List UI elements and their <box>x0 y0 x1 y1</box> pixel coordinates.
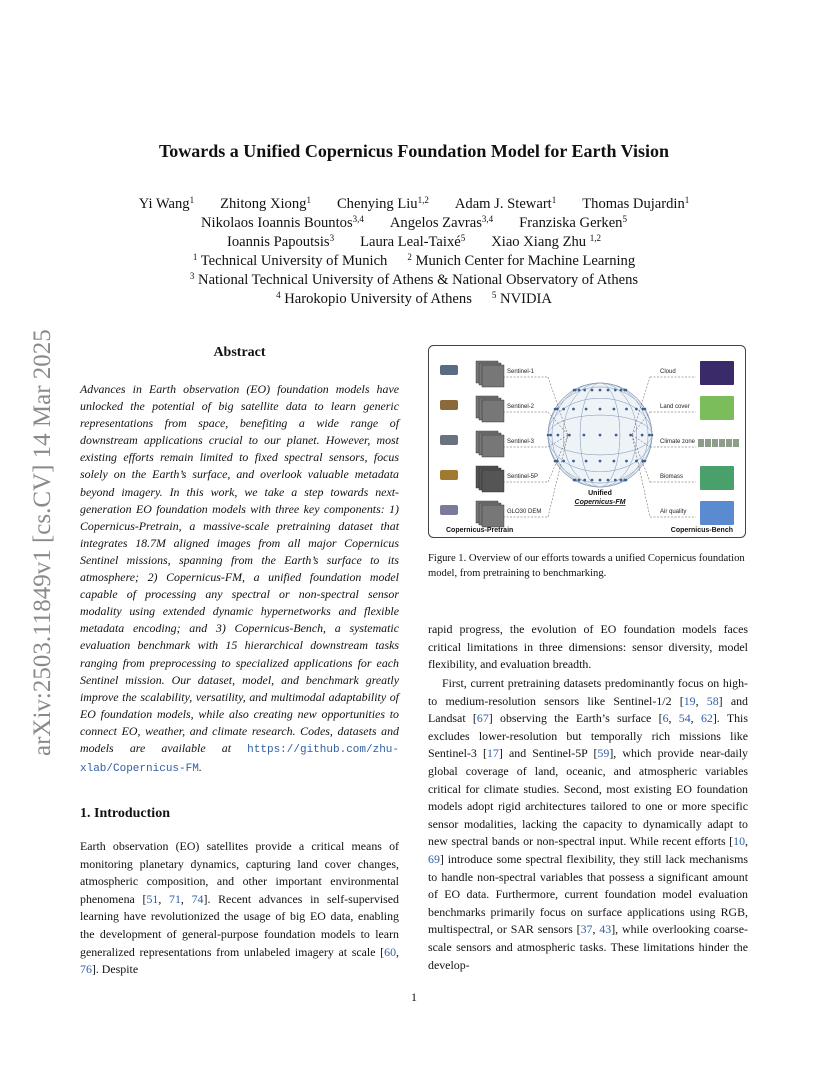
affiliation-name: NVIDIA <box>496 291 552 307</box>
paragraph-text: , <box>396 944 399 959</box>
affiliation-name: Technical University of Munich <box>197 253 388 269</box>
output-label: Cloud <box>660 369 676 375</box>
affiliation-1 <box>407 253 635 269</box>
affiliation-0 <box>276 291 472 307</box>
citation-link[interactable]: 74 <box>191 891 204 906</box>
image-stack-icon <box>482 505 504 527</box>
satellite-icon <box>440 470 458 480</box>
input-label: Sentinel-3 <box>507 439 535 445</box>
authors-row-1 <box>80 196 748 213</box>
citation-link[interactable]: 60 <box>384 944 397 959</box>
affiliation-name: Munich Center for Machine Learning <box>411 253 636 269</box>
climate-zone-thumbnail <box>719 439 725 447</box>
authors-row-2 <box>80 215 748 232</box>
author-name: Thomas Dujardin <box>582 196 685 212</box>
affiliation-0 <box>190 272 638 288</box>
citation-link[interactable]: 62 <box>700 711 713 726</box>
paragraph-text: , <box>668 711 679 726</box>
output-label: Biomass <box>660 474 684 480</box>
output-label: Air quality <box>660 509 687 515</box>
affiliation-marker: 4 <box>276 290 281 300</box>
paragraph-text: ] and Sentinel-5P [ <box>498 746 598 761</box>
paragraph-text: , <box>158 891 170 906</box>
climate-zone-thumbnail <box>733 439 739 447</box>
paper-title: Towards a Unified Copernicus Foundation Model for Earth Vision <box>158 141 670 161</box>
affiliation-marker: 5 <box>491 290 497 300</box>
author-affiliation-marker: 3,4 <box>481 214 494 224</box>
abstract-end: . <box>198 760 202 775</box>
abstract-heading: Abstract <box>213 345 266 360</box>
input-label: Sentinel-5P <box>507 474 539 480</box>
right-column-paragraph-1: rapid progress, the evolution of EO foundation models faces critical limitations in three dimensions: sensor diversity, model flexibility, and evaluation breadth. <box>428 622 748 672</box>
citation-link[interactable]: 17 <box>486 746 499 761</box>
image-stack-icon <box>482 400 504 422</box>
code-link[interactable]: https://github.com/zhu-xlab/Copernicus-FM <box>80 743 399 776</box>
citation-link[interactable]: 19 <box>683 693 696 708</box>
author-name: Chenying Liu <box>336 196 418 212</box>
author-2 <box>519 215 627 231</box>
affiliation-name: Harokopio University of Athens <box>280 291 472 307</box>
label-copernicus-pretrain: Copernicus-Pretrain <box>446 527 514 534</box>
paragraph-text: , <box>592 922 600 937</box>
author-name: Nikolaos Ioannis Bountos <box>201 215 353 231</box>
author-affiliation-marker: 1 <box>684 195 690 205</box>
citation-link[interactable]: 69 <box>428 851 440 866</box>
author-affiliation-marker: 1 <box>306 195 311 205</box>
author-1 <box>360 234 465 250</box>
paragraph-text: ]. This excludes lower-resolution but temporally rich missions like Sentinel-3 [ <box>428 711 748 761</box>
citation-link[interactable]: 10 <box>733 834 746 849</box>
climate-zone-thumbnail <box>726 439 732 447</box>
citation-link[interactable]: 58 <box>706 693 719 708</box>
author-3 <box>455 196 556 212</box>
arxiv-stamp <box>18 290 62 760</box>
author-0 <box>139 196 194 212</box>
figure-1-caption: Figure 1. Overview of our efforts towards a unified Copernicus foundation model, from pretraining to benchmarking. <box>428 553 745 579</box>
label-copernicus-bench: Copernicus-Bench <box>670 527 733 534</box>
output-map-thumbnail <box>700 501 734 525</box>
paragraph-text: First, current pretraining datasets predominantly focus on high- to medium-resolution sensors like Sentinel-1/2 [ <box>428 676 748 708</box>
author-0 <box>201 215 364 231</box>
citation-link[interactable]: 43 <box>599 922 612 937</box>
author-name: Yi Wang <box>138 196 190 212</box>
citation-link[interactable]: 54 <box>678 711 691 726</box>
author-affiliation-marker: 1 <box>189 195 195 205</box>
arxiv-stamp-text: arXiv:2503.11849v1 [cs.CV] 14 Mar 2025 <box>29 329 56 756</box>
citation-link[interactable]: 37 <box>580 922 593 937</box>
paragraph-text: ]. Recent advances in self-supervised learning have revolutionized the usage of big EO data, enabling the development of general-purpose foundation models to learn generalized representations from unlabeled imagery at scale [ <box>80 891 399 959</box>
author-name: Angelos Zavras <box>389 215 482 231</box>
paragraph-text: ] and Landsat [ <box>428 693 748 726</box>
author-4 <box>582 196 689 212</box>
affiliation-marker: 2 <box>407 252 412 262</box>
right-column-paragraph-2 <box>428 675 748 974</box>
citation-link[interactable]: 6 <box>662 711 669 726</box>
affiliation-marker: 1 <box>192 252 198 262</box>
affiliation-0 <box>193 253 388 269</box>
foundation-model-sphere-icon <box>547 383 654 487</box>
affiliation-name: National Technical University of Athens & National Observatory of Athens <box>194 272 639 288</box>
author-affiliation-marker: 1 <box>551 195 557 205</box>
abstract-text: Advances in Earth observation (EO) foundation models have unlocked the potential of big satellite data to learn generic representations from space, benefiting a wide range of downstream applications crucial to our planet. However, most existing efforts remain limited to fixed spectral sensors, focus solely on the Earth’s surface, and overlook valuable metadata beyond imagery. In this work, we take a step towards next-generation EO foundation models with three key components: 1) Copernicus-Pretrain, a massive-scale pretraining dataset that integrates 18.7M aligned images from all major Copernicus Sentinel missions, spanning from the Earth’s surface to its atmosphere; 2) Copernicus-FM, a unified foundation model capable of processing any spectral or non-spectral sensor modality using extended dynamic hypernetworks and flexible metadata encoding; and 3) Copernicus-Bench, a systematic evaluation benchmark with 15 hierarchical downstream tasks ranging from preprocessing to specialized applications for each Sentinel mission. Our dataset, model, and benchmark greatly improve the scalability, versatility, and multimodal adaptability of EO foundation models, while also creating new opportunities to connect EO, weather, and climate research. Codes, datasets and models are available at <box>80 382 399 755</box>
paragraph-text: ], while overlooking coarse-scale sensors and atmospheric tasks. These limitations hinder the develop- <box>428 922 748 972</box>
author-1 <box>220 196 311 212</box>
image-stack-icon <box>482 470 504 492</box>
affiliations-row-1 <box>80 253 748 270</box>
author-affiliation-marker: 1,2 <box>417 195 429 205</box>
authors-row-3 <box>80 234 748 251</box>
author-name: Zhitong Xiong <box>220 196 307 212</box>
satellite-icon <box>440 365 458 375</box>
paragraph-text: , <box>695 693 707 708</box>
citation-link[interactable]: 59 <box>597 746 610 761</box>
paragraph-text: , <box>180 891 192 906</box>
author-affiliation-marker: 1,2 <box>589 233 601 243</box>
output-label: Climate zone <box>660 439 696 445</box>
climate-zone-thumbnail <box>705 439 711 447</box>
paragraph-text: ] introduce some spectral flexibility, they still lack mechanisms to handle non-spectral variables that possess a significant amount of EO data. Furthermore, current foundation model evaluation benchmarks primarily focus on surface applications using RGB, multispectral, or SAR sensors [ <box>428 851 748 937</box>
affiliations-row-3 <box>80 291 748 308</box>
output-label: Land cover <box>660 404 690 410</box>
author-2 <box>491 234 601 250</box>
introduction-paragraph-1 <box>80 838 399 979</box>
paragraph-text: ] observing the Earth’s surface [ <box>488 711 663 726</box>
author-name: Ioannis Papoutsis <box>227 234 330 250</box>
author-affiliation-marker: 3 <box>329 233 335 243</box>
climate-zone-thumbnail <box>712 439 718 447</box>
author-0 <box>227 234 334 250</box>
author-affiliation-marker: 5 <box>622 214 627 224</box>
center-label-copernicus-fm: Copernicus-FM <box>574 499 626 506</box>
page-number: 1 <box>411 990 417 1004</box>
output-map-thumbnail <box>700 466 734 490</box>
author-2 <box>337 196 429 212</box>
output-map-thumbnail <box>700 396 734 420</box>
affiliation-1 <box>492 291 552 307</box>
abstract-body <box>80 381 399 778</box>
paragraph-text: ], which provide near-daily global coverage of land, oceanic, and atmospheric variables critical for climate studies. Second, most existing EO foundation models adopt rigid architectures tailored to one or more specific sensor modalities, lacking the capacity to dynamically adapt to new spectral bands or non-spectral input. While recent efforts [ <box>428 746 748 849</box>
satellite-icon <box>440 435 458 445</box>
author-name: Laura Leal-Taixé <box>360 234 461 250</box>
citation-link[interactable]: 51 <box>146 891 159 906</box>
paragraph-text: , <box>745 834 748 849</box>
input-label: Sentinel-1 <box>507 369 535 375</box>
citation-link[interactable]: 67 <box>476 711 489 726</box>
author-affiliation-marker: 5 <box>460 233 466 243</box>
image-stack-icon <box>482 435 504 457</box>
affiliation-marker: 3 <box>189 271 195 281</box>
output-map-thumbnail <box>700 361 734 385</box>
paragraph-text: , <box>690 711 701 726</box>
author-name: Adam J. Stewart <box>454 196 552 212</box>
input-label: Sentinel-2 <box>507 404 535 410</box>
figure-1 <box>428 345 746 538</box>
center-label-unified: Unified <box>588 490 612 497</box>
citation-link[interactable]: 71 <box>169 891 181 906</box>
satellite-icon <box>440 505 458 515</box>
affiliations-row-2 <box>80 272 748 289</box>
introduction-heading: 1. Introduction <box>80 806 170 821</box>
author-1 <box>390 215 493 231</box>
paragraph-text: Earth observation (EO) satellites provide a critical means of monitoring planetary dynamics, capturing land cover changes, atmospheric composition, and other important environmental phenomena [ <box>80 839 399 906</box>
author-name: Franziska Gerken <box>519 215 623 231</box>
input-label: GLO30 DEM <box>507 509 542 515</box>
citation-link[interactable]: 76 <box>80 962 92 977</box>
paragraph-text: ]. Despite <box>91 962 139 977</box>
author-affiliation-marker: 3,4 <box>352 214 364 224</box>
author-name: Xiao Xiang Zhu <box>491 234 590 250</box>
climate-zone-thumbnail <box>698 439 704 447</box>
image-stack-icon <box>482 365 504 387</box>
satellite-icon <box>440 400 458 410</box>
